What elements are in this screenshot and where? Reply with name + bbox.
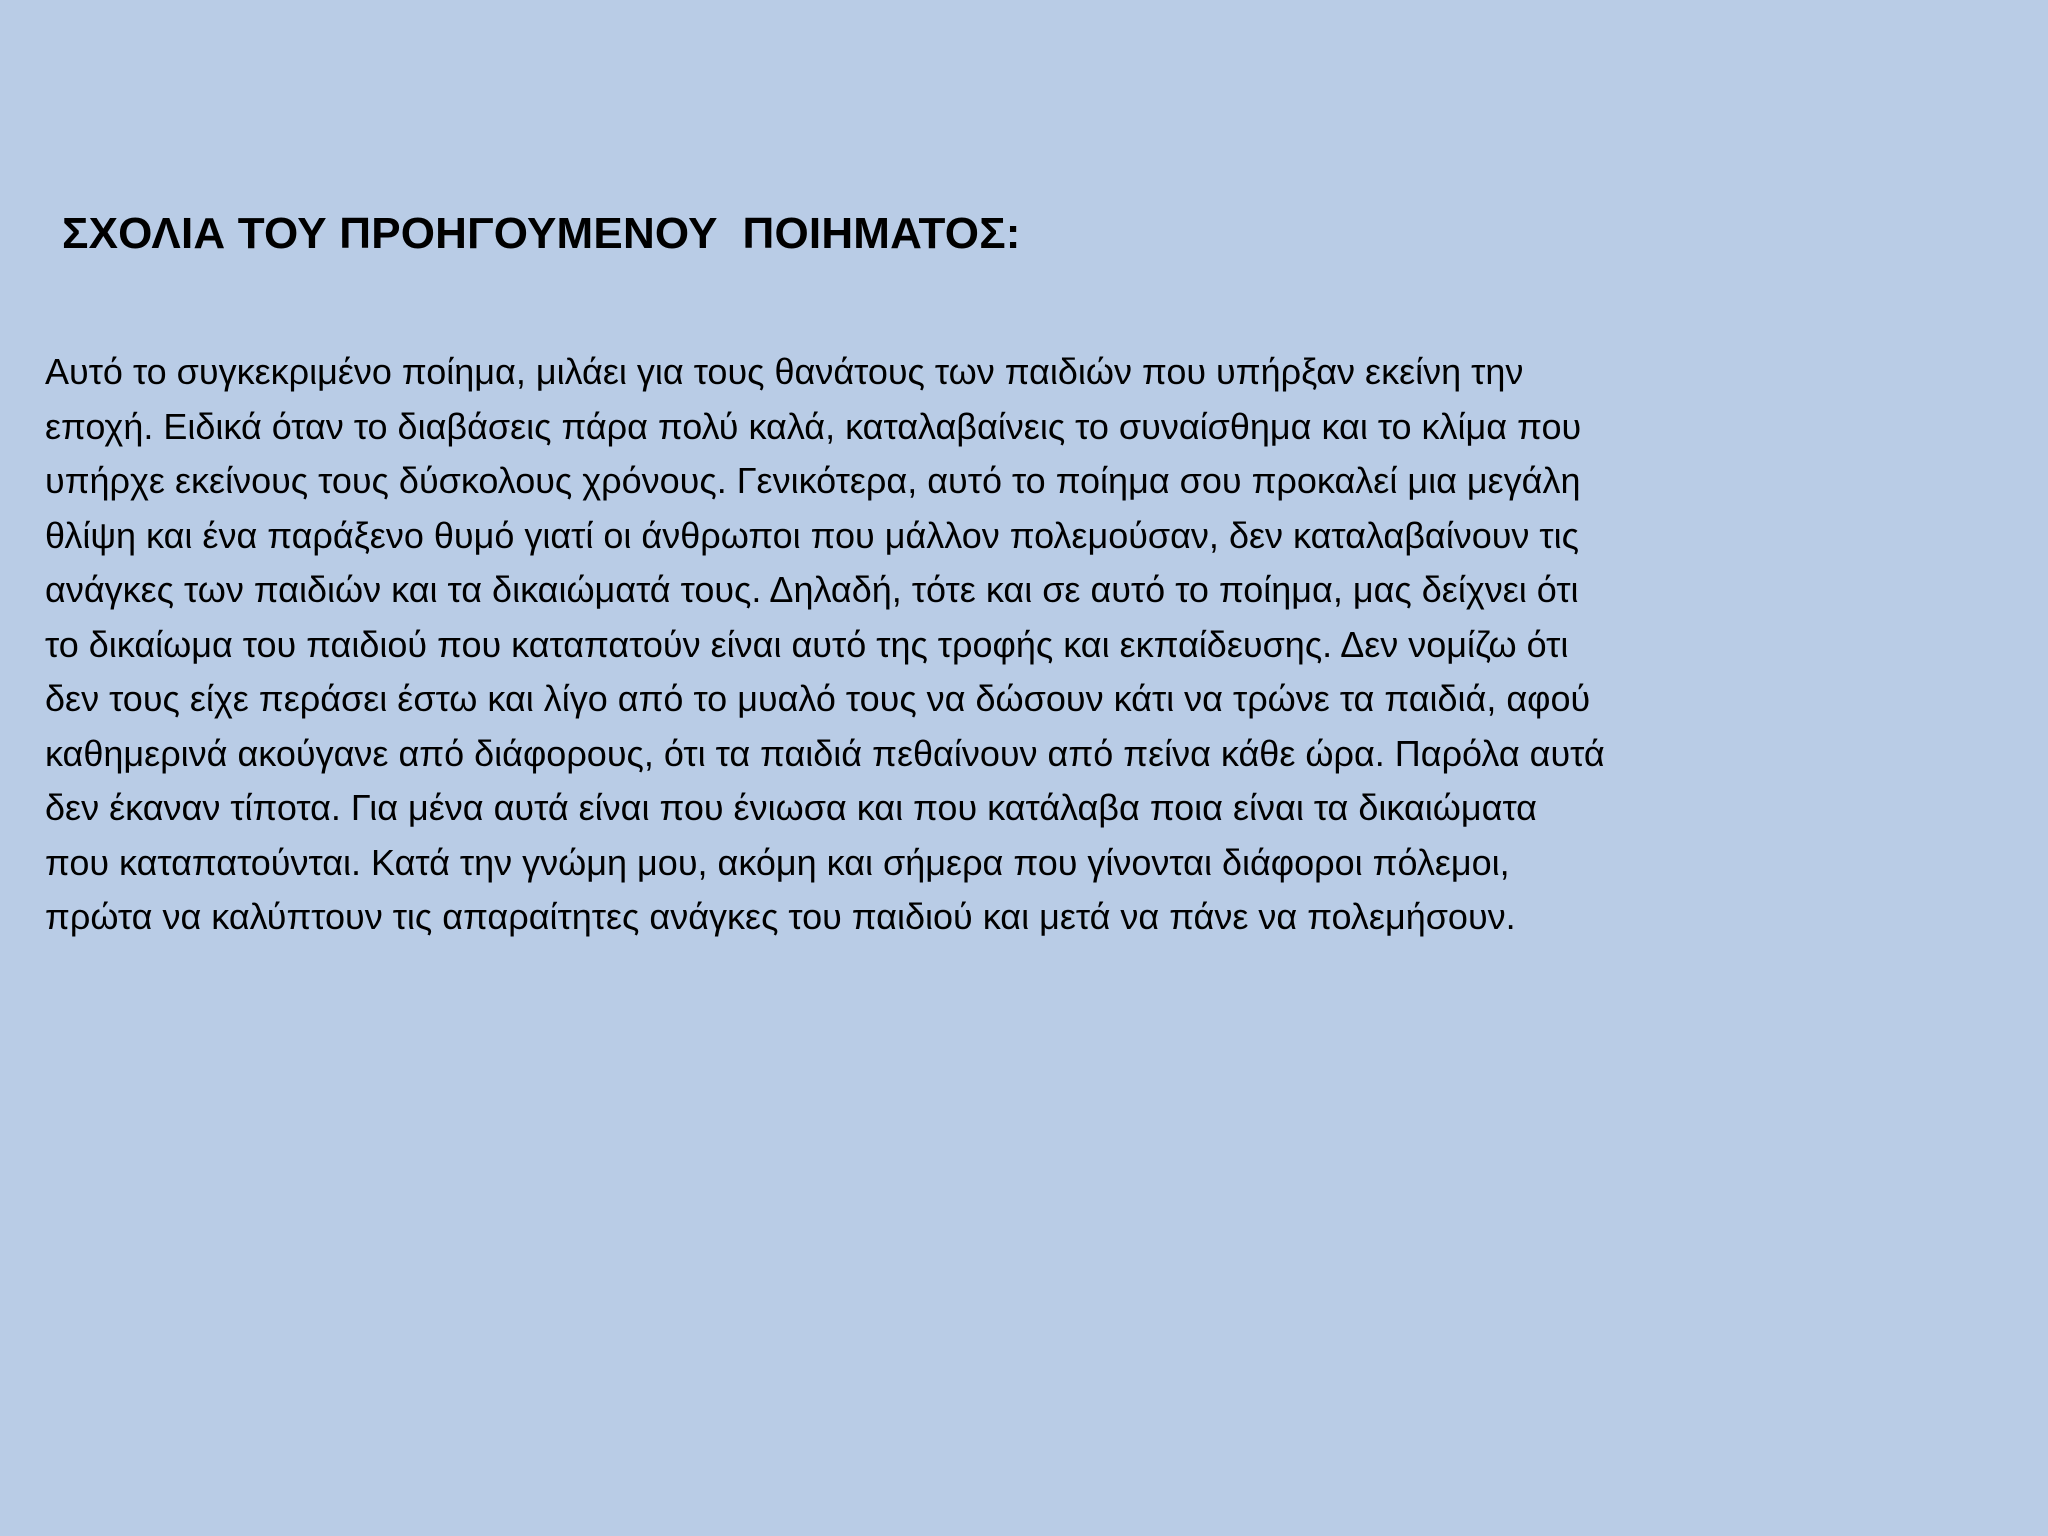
paragraph-line: εποχή. Ειδικά όταν το διαβάσεις πάρα πολύ καλά, καταλαβαίνεις το συναίσθημα και το κλίμα που [45, 405, 1582, 447]
paragraph-line: καθημερινά ακούγανε από διάφορους, ότι τα παιδιά πεθαίνουν από πείνα κάθε ώρα. Παρόλα αυτά [45, 732, 1605, 774]
paragraph-line: θλίψη και ένα παράξενο θυμό γιατί οι άνθρωποι που μάλλον πολεμούσαν, δεν καταλαβαίνουν τις [45, 514, 1579, 556]
paragraph-line: πρώτα να καλύπτουν τις απαραίτητες ανάγκες του παιδιού και μετά να πάνε να πολεμήσουν. [45, 896, 1516, 937]
paragraph-line: που καταπατούνται. Κατά την γνώμη μου, ακόμη και σήμερα που γίνονται διάφοροι πόλεμοι, [45, 841, 1510, 883]
paragraph-line: ανάγκες των παιδιών και τα δικαιώματά τους. Δηλαδή, τότε και σε αυτό το ποίημα, μας δείχνει ότι [45, 569, 1579, 610]
paragraph-line: δεν έκαναν τίποτα. Για μένα αυτά είναι που ένιωσα και που κατάλαβα ποια είναι τα δικαιώματα [45, 787, 1537, 828]
comment-paragraph [45, 345, 1945, 945]
slide-title: ΣΧΟΛΙΑ ΤΟΥ ΠΡΟΗΓΟΥΜΕΝΟΥ ΠΟΙΗΜΑΤΟΣ: [62, 209, 1021, 258]
paragraph-line: δεν τους είχε περάσει έστω και λίγο από το μυαλό τους να δώσουν κάτι να τρώνε τα παιδιά, αφού [45, 678, 1591, 719]
paragraph-line: το δικαίωμα του παιδιού που καταπατούν είναι αυτό της τροφής και εκπαίδευσης. Δεν νομίζω ότι [45, 623, 1569, 665]
paragraph-line: Αυτό το συγκεκριμένο ποίημα, μιλάει για τους θανάτους των παιδιών που υπήρξαν εκείνη την [45, 351, 1524, 392]
paragraph-line: υπήρχε εκείνους τους δύσκολους χρόνους. Γενικότερα, αυτό το ποίημα σου προκαλεί μια μεγάλη [45, 460, 1581, 501]
